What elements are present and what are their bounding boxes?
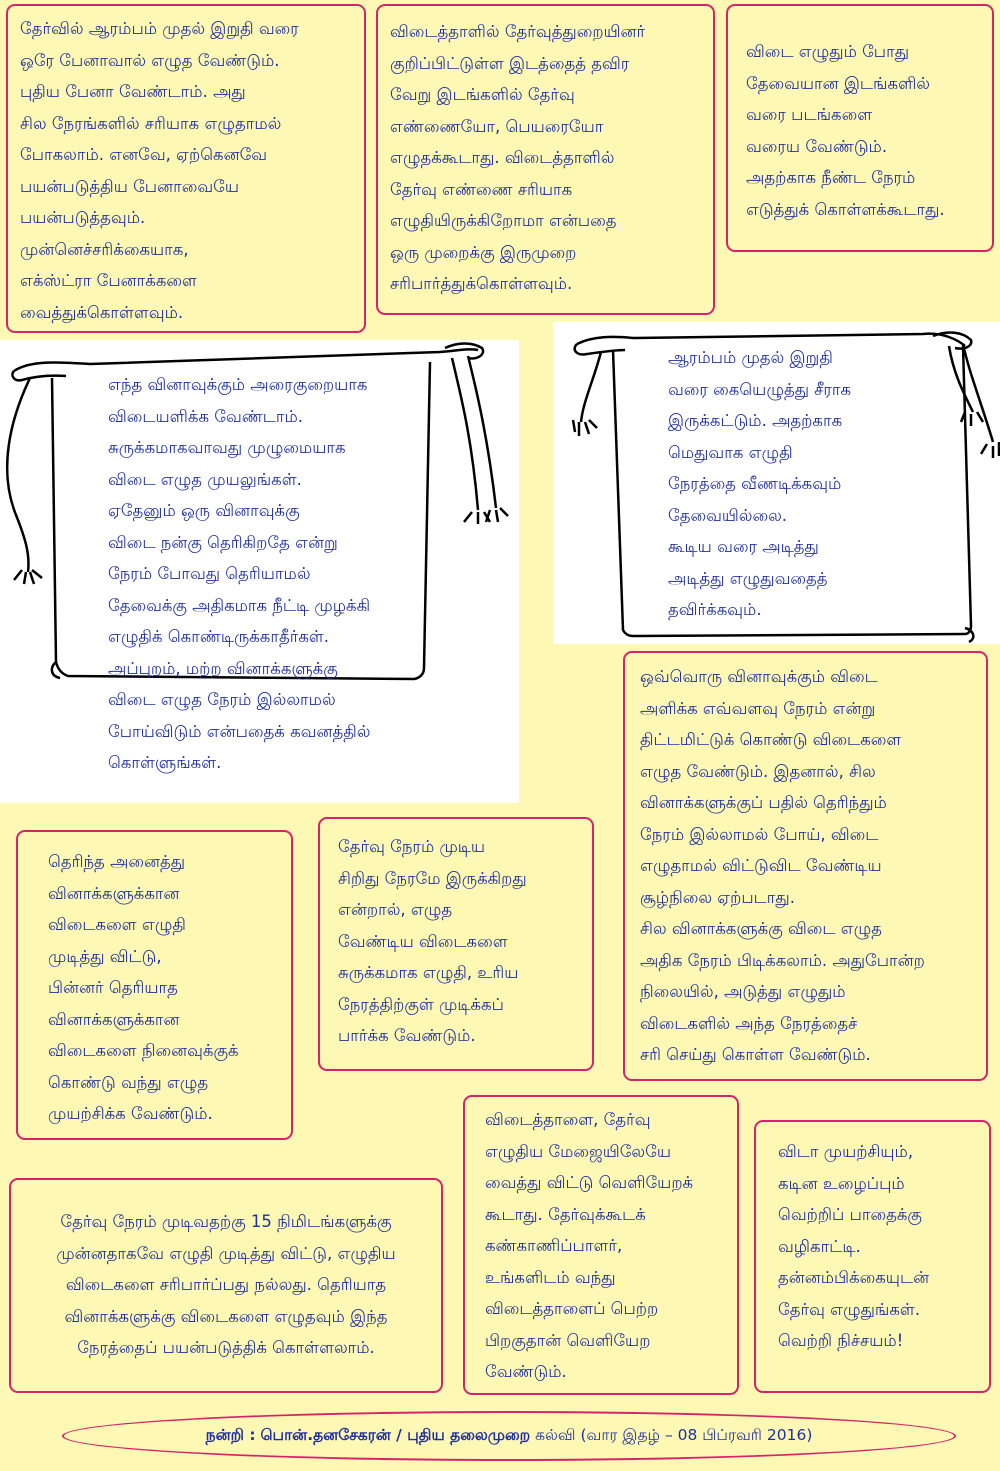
text-line: வரை கையெழுத்து சீராக	[668, 379, 852, 399]
tip-box-little-time	[318, 817, 594, 1071]
text-line: ஏதேனும் ஒரு வினாவுக்கு	[108, 501, 300, 520]
text-line: புதிய பேனா வேண்டாம். அது	[20, 82, 246, 101]
text-line: ஒரு முறைக்கு இருமுறை	[390, 242, 577, 262]
tip-text	[11, 1206, 441, 1364]
tip-text	[48, 846, 239, 1130]
text-line: விடைகளில் அந்த நேரத்தைச்	[640, 1013, 858, 1033]
text-line: கொள்ளுங்கள்.	[108, 753, 222, 772]
text-line: விடைகளை சரிபார்ப்பது நல்லது. தெரியாத	[65, 1275, 387, 1294]
text-line: விடை எழுத முயலுங்கள்.	[108, 469, 302, 489]
text-line: விடைகளை நினைவுக்குக்	[48, 1041, 239, 1060]
text-line: விடைகளை எழுதி	[48, 915, 186, 934]
tip-text	[668, 342, 851, 626]
text-line: வைத்து விட்டு வெளியேறக்	[485, 1173, 694, 1192]
text-line: அளிக்க எவ்வளவு நேரம் என்று	[640, 698, 876, 718]
tip-box-time-planning	[623, 651, 988, 1081]
text-line: தேர்வு நேரம் முடிய	[338, 837, 486, 856]
text-line: முன்னதாகவே எழுதி முடித்து விட்டு, எழுதிய	[56, 1243, 396, 1263]
text-line: வரை படங்களை	[746, 105, 873, 124]
text-line: சில வினாக்களுக்கு விடை எழுத	[640, 919, 883, 938]
text-line: விடைத்தாளைப் பெற்ற	[485, 1299, 659, 1318]
text-line: பார்க்க வேண்டும்.	[338, 1026, 476, 1045]
text-line: போகலாம். எனவே, ஏற்கெனவே	[20, 145, 268, 164]
text-line: மெதுவாக எழுதி	[668, 442, 793, 462]
text-line: கண்காணிப்பாளர்,	[485, 1236, 623, 1255]
text-line: தவிர்க்கவும்.	[668, 600, 762, 619]
tip-box-leave-hall	[463, 1095, 739, 1395]
text-line: வெற்றிப் பாதைக்கு	[778, 1205, 922, 1224]
text-line: விடை எழுதும் போது	[746, 42, 910, 61]
text-line: சுருக்கமாக எழுதி, உரிய	[338, 963, 519, 982]
text-line: நேரத்திற்குள் முடிக்கப்	[338, 994, 504, 1014]
text-line: தேர்வு எழுதுங்கள்.	[778, 1299, 921, 1319]
text-line: விடையளிக்க வேண்டாம்.	[108, 406, 304, 426]
tip-text	[390, 16, 645, 300]
text-line: ஆரம்பம் முதல் இறுதி	[668, 348, 833, 367]
text-line: வரைய வேண்டும்.	[746, 136, 888, 156]
tip-box-answer-sheet-number	[376, 4, 715, 315]
text-line: வினாக்களுக்கு விடைகளை எழுதவும் இந்த	[64, 1306, 388, 1326]
text-line: வினாக்களுக்கான	[48, 883, 180, 903]
text-line: சூழ்நிலை ஏற்படாது.	[640, 887, 795, 907]
tip-text	[485, 1104, 693, 1388]
text-line: கொண்டு வந்து எழுத	[48, 1072, 209, 1092]
text-line: அப்புறம், மற்ற வினாக்களுக்கு	[108, 658, 338, 678]
tip-text	[108, 369, 370, 779]
text-line: அதிக நேரம் பிடிக்கலாம். அதுபோன்ற	[640, 950, 925, 970]
text-line: தெரிந்த அனைத்து	[48, 852, 186, 871]
text-line: என்றால், எழுத	[338, 900, 453, 919]
text-line: நேரத்தைப் பயன்படுத்திக் கொள்ளலாம்.	[77, 1338, 375, 1357]
text-line: வெற்றி நிச்சயம்!	[778, 1331, 904, 1350]
text-line: தன்னம்பிக்கையுடன்	[778, 1268, 930, 1287]
text-line: எழுதிக் கொண்டிருக்காதீர்கள்.	[108, 627, 330, 646]
tip-box-known-first	[16, 830, 293, 1140]
text-line: கூடிய வரை அடித்து	[668, 537, 819, 556]
text-line: அடித்து எழுதுவதைத்	[668, 568, 828, 588]
text-line: ஒவ்வொரு வினாவுக்கும் விடை	[640, 667, 878, 686]
text-line: வினாக்களுக்கான	[48, 1009, 180, 1029]
text-line: தேர்வு எண்ணை சரியாக	[390, 179, 573, 199]
text-line: நிலையில், அடுத்து எழுதும்	[640, 982, 846, 1001]
text-line: தேவையான இடங்களில்	[746, 73, 931, 93]
text-line: கூடாது. தேர்வுக்கூடக்	[485, 1204, 646, 1224]
text-line: எக்ஸ்ட்ரா பேனாக்களை	[20, 271, 197, 290]
text-line: விடை நன்கு தெரிகிறதே என்று	[108, 532, 338, 552]
tip-text	[746, 36, 945, 225]
text-line: எடுத்துக் கொள்ளக்கூடாது.	[746, 199, 945, 219]
text-line: அதற்காக நீண்ட நேரம்	[746, 168, 916, 187]
text-line: இருக்கட்டும். அதற்காக	[668, 411, 843, 430]
text-line: விடை எழுத நேரம் இல்லாமல்	[108, 690, 336, 709]
text-line: வேறு இடங்களில் தேர்வு	[390, 85, 575, 104]
text-line: பயன்படுத்திய பேனாவையே	[20, 176, 239, 196]
text-line: தேர்வில் ஆரம்பம் முதல் இறுதி வரை	[20, 19, 299, 38]
text-line: வைத்துக்கொள்ளவும்.	[20, 302, 184, 322]
credits-author: பொன்.தனசேகரன் / புதிய தலைமுறை	[260, 1426, 531, 1444]
text-line: விடா முயற்சியும்,	[778, 1142, 914, 1161]
text-line: எழுதாமல் விட்டுவிட வேண்டிய	[640, 856, 882, 875]
text-line: வழிகாட்டி.	[778, 1236, 861, 1256]
scroll-left	[0, 340, 519, 803]
scroll-right	[553, 322, 1000, 644]
text-line: கடின உழைப்பும்	[778, 1173, 905, 1193]
text-line: சில நேரங்களில் சரியாக எழுதாமல்	[20, 113, 282, 133]
text-line: எழுதியிருக்கிறோமா என்பதை	[390, 211, 617, 230]
text-line: நேரம் போவது தெரியாமல்	[108, 564, 311, 583]
text-line: வேண்டிய விடைகளை	[338, 931, 508, 951]
text-line: தேவைக்கு அதிகமாக நீட்டி முழக்கி	[108, 595, 371, 615]
text-line: போய்விடும் என்பதைக் கவனத்தில்	[108, 721, 371, 741]
text-line: வேண்டும்.	[485, 1362, 567, 1381]
tip-text	[20, 13, 299, 328]
tip-text	[778, 1136, 929, 1357]
tip-text	[338, 831, 527, 1052]
credits-footer	[62, 1411, 956, 1461]
text-line: தேர்வு நேரம் முடிவதற்கு 15 நிமிடங்களுக்கு	[60, 1212, 392, 1231]
text-line: வினாக்களுக்குப் பதில் தெரிந்தும்	[640, 793, 887, 812]
text-line: பிறகுதான் வெளியேற	[485, 1330, 651, 1350]
tip-box-success	[754, 1120, 991, 1393]
text-line: எண்ணையோ, பெயரையோ	[390, 116, 604, 136]
text-line: எழுதிய மேஜையிலேயே	[485, 1141, 671, 1161]
text-line: விடைத்தாளை, தேர்வு	[485, 1110, 651, 1129]
text-line: உங்களிடம் வந்து	[485, 1267, 616, 1287]
credits-publication: கல்வி (வார இதழ் – 08 பிப்ரவரி 2016)	[535, 1426, 813, 1444]
credits-thanks: நன்றி :	[205, 1426, 256, 1444]
text-line: நேரத்தை வீணடிக்கவும்	[668, 474, 842, 493]
text-line: எந்த வினாவுக்கும் அரைகுறையாக	[108, 375, 368, 394]
text-line: முயற்சிக்க வேண்டும்.	[48, 1104, 213, 1123]
text-line: எழுத வேண்டும். இதனால், சில	[640, 761, 876, 781]
text-line: எழுதக்கூடாது. விடைத்தாளில்	[390, 148, 615, 167]
text-line: பின்னர் தெரியாத	[48, 978, 178, 997]
text-line: குறிப்பிட்டுள்ள இடத்தைத் தவிர	[390, 53, 630, 73]
text-line: சுருக்கமாகவாவது முழுமையாக	[108, 438, 346, 457]
text-line: திட்டமிட்டுக் கொண்டு விடைகளை	[640, 730, 902, 749]
text-line: சிறிது நேரமே இருக்கிறது	[338, 868, 527, 888]
text-line: நேரம் இல்லாமல் போய், விடை	[640, 824, 879, 844]
text-line: விடைத்தாளில் தேர்வுத்துறையினர்	[390, 22, 646, 41]
tip-box-diagrams	[726, 4, 994, 252]
text-line: முன்னெச்சரிக்கையாக,	[20, 239, 189, 259]
tip-text	[640, 661, 925, 1071]
tip-box-same-pen	[6, 4, 366, 333]
text-line: சரி செய்து கொள்ள வேண்டும்.	[640, 1045, 871, 1064]
text-line: ஒரே பேனாவால் எழுத வேண்டும்.	[20, 50, 280, 70]
text-line: பயன்படுத்தவும்.	[20, 208, 146, 227]
text-line: சரிபார்த்துக்கொள்ளவும்.	[390, 274, 573, 293]
text-line: முடித்து விட்டு,	[48, 946, 162, 966]
text-line: தேவையில்லை.	[668, 505, 788, 525]
tip-box-15-minutes	[9, 1178, 443, 1393]
